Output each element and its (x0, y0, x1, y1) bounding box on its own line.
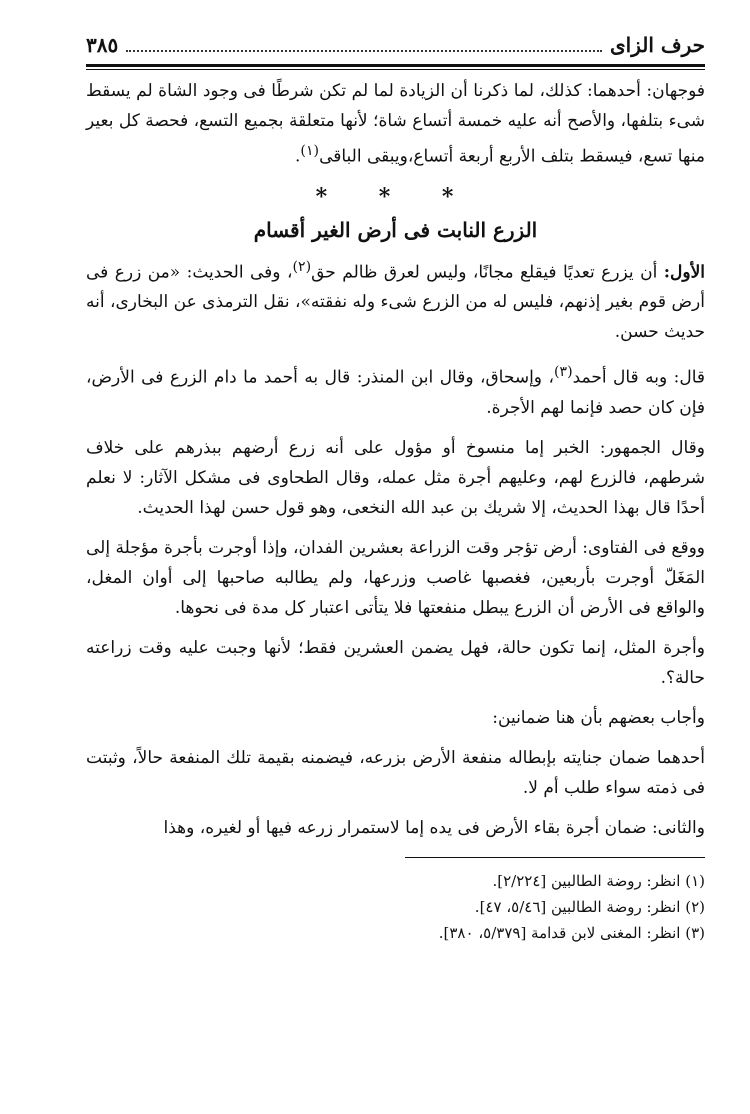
book-page (86, 30, 705, 1094)
footnote-1: (١) انظر: روضة الطالبين [٢/٢٢٤]. (492, 871, 705, 890)
paragraph-6: وأجرة المثل، إنما تكون حالة، فهل يضمن العشرين فقط؛ لأنها وجبت عليه وقت زراعته حالة؟. (86, 637, 705, 688)
footnote-ref-1: (١) (300, 143, 320, 159)
paragraph-4: وقال الجمهور: الخبر إما منسوخ أو مؤول على أنه زرع أرضهم ببذرهم على خلاف شرطهم، فالزرع لهم، وعليهم أجرة مثل عمله، وقال الطحاوى فى مشكل الآثار: لا نعلم أحدًا قال بهذا الحديث، إلا شريك بن عبد الله النخعى، وهو قول حسن لهذا الحديث. (86, 437, 705, 518)
section-title: الزرع النابت فى أرض الغير أقسام (253, 217, 538, 242)
paragraph-lead: الأول: (663, 262, 705, 283)
page-number: ٣٨٥ (86, 33, 119, 57)
paragraph-1: فوجهان: أحدهما: كذلك، لما ذكرنا أن الزيادة لما لم تكن شرطًا فى وجود الشاة لم يسقط شىء بتلفها، والأصح أنه عليه خمسة أتساع شاة؛ لأنها متعلقة بجميع التسع، فحصة كل بعير منها تسع، فيسقط بتلف الأربع أربعة أتساع،ويبقى الباقى$^{(١)}$. (86, 81, 705, 167)
section-separator: * * * (315, 183, 476, 210)
footnotes (86, 868, 705, 946)
leader-dots (126, 50, 602, 52)
footnote-ref-2: (٢) (292, 258, 312, 275)
running-header (86, 30, 705, 60)
footnotes-divider (405, 857, 705, 858)
paragraph-2: الأول: أن يزرع تعديًا فيقلع مجانًا، وليس لعرق ظالم حق$^{(٢)}$، وفى الحديث: «من زرع فى أرض قوم بغير إذنهم، فليس له من الزرع شىء وله نفقته»، نقل الترمذى عن البخارى، أنه حديث حسن. (86, 258, 705, 343)
footnote-3: (٣) انظر: المغنى لابن قدامة [٥/٣٧٩، ٣٨٠]. (438, 923, 705, 942)
paragraph-8: أحدهما ضمان جنايته بإبطاله منفعة الأرض بزرعه، فيضمنه بقيمة تلك المنفعة حالاً، وثبتت فى ذمته سواء طلب أم لا. (86, 747, 705, 798)
paragraph-3: قال: وبه قال أحمد$^{(٣)}$، وإسحاق، وقال ابن المنذر: قال به أحمد ما دام الزرع فى الأرض، فإن كان حصد فإنما لهم الأجرة. (86, 364, 706, 418)
header-rule-thick (86, 64, 705, 67)
paragraph-9: والثانى: ضمان أجرة بقاء الأرض فى يده إما لاستمرار زرعه فيها أو لغيره، وهذا (163, 817, 705, 838)
footnote-ref-3: (٣) (553, 364, 573, 381)
footnote-2: (٢) انظر: روضة الطالبين [٥/٤٦، ٤٧]. (474, 897, 705, 916)
header-rule-thin (86, 69, 705, 70)
chapter-title: حرف الزاى (610, 33, 705, 57)
paragraph-5: ووقع فى الفتاوى: أرض تؤجر وقت الزراعة بعشرين الفدان، وإذا أوجرت بأجرة مؤجلة إلى المَغَلّ أوجرت بأربعين، فغصبها غاصب وزرعها، ولم يطالبه صاحبها إلى أوان المغل، والواقع فى الأرض أن الزرع يبطل منفعتها فلا يتأتى اعتبار كل مدة فى نحوها. (86, 537, 705, 618)
paragraph-7: وأجاب بعضهم بأن هنا ضمانين: (492, 707, 705, 728)
